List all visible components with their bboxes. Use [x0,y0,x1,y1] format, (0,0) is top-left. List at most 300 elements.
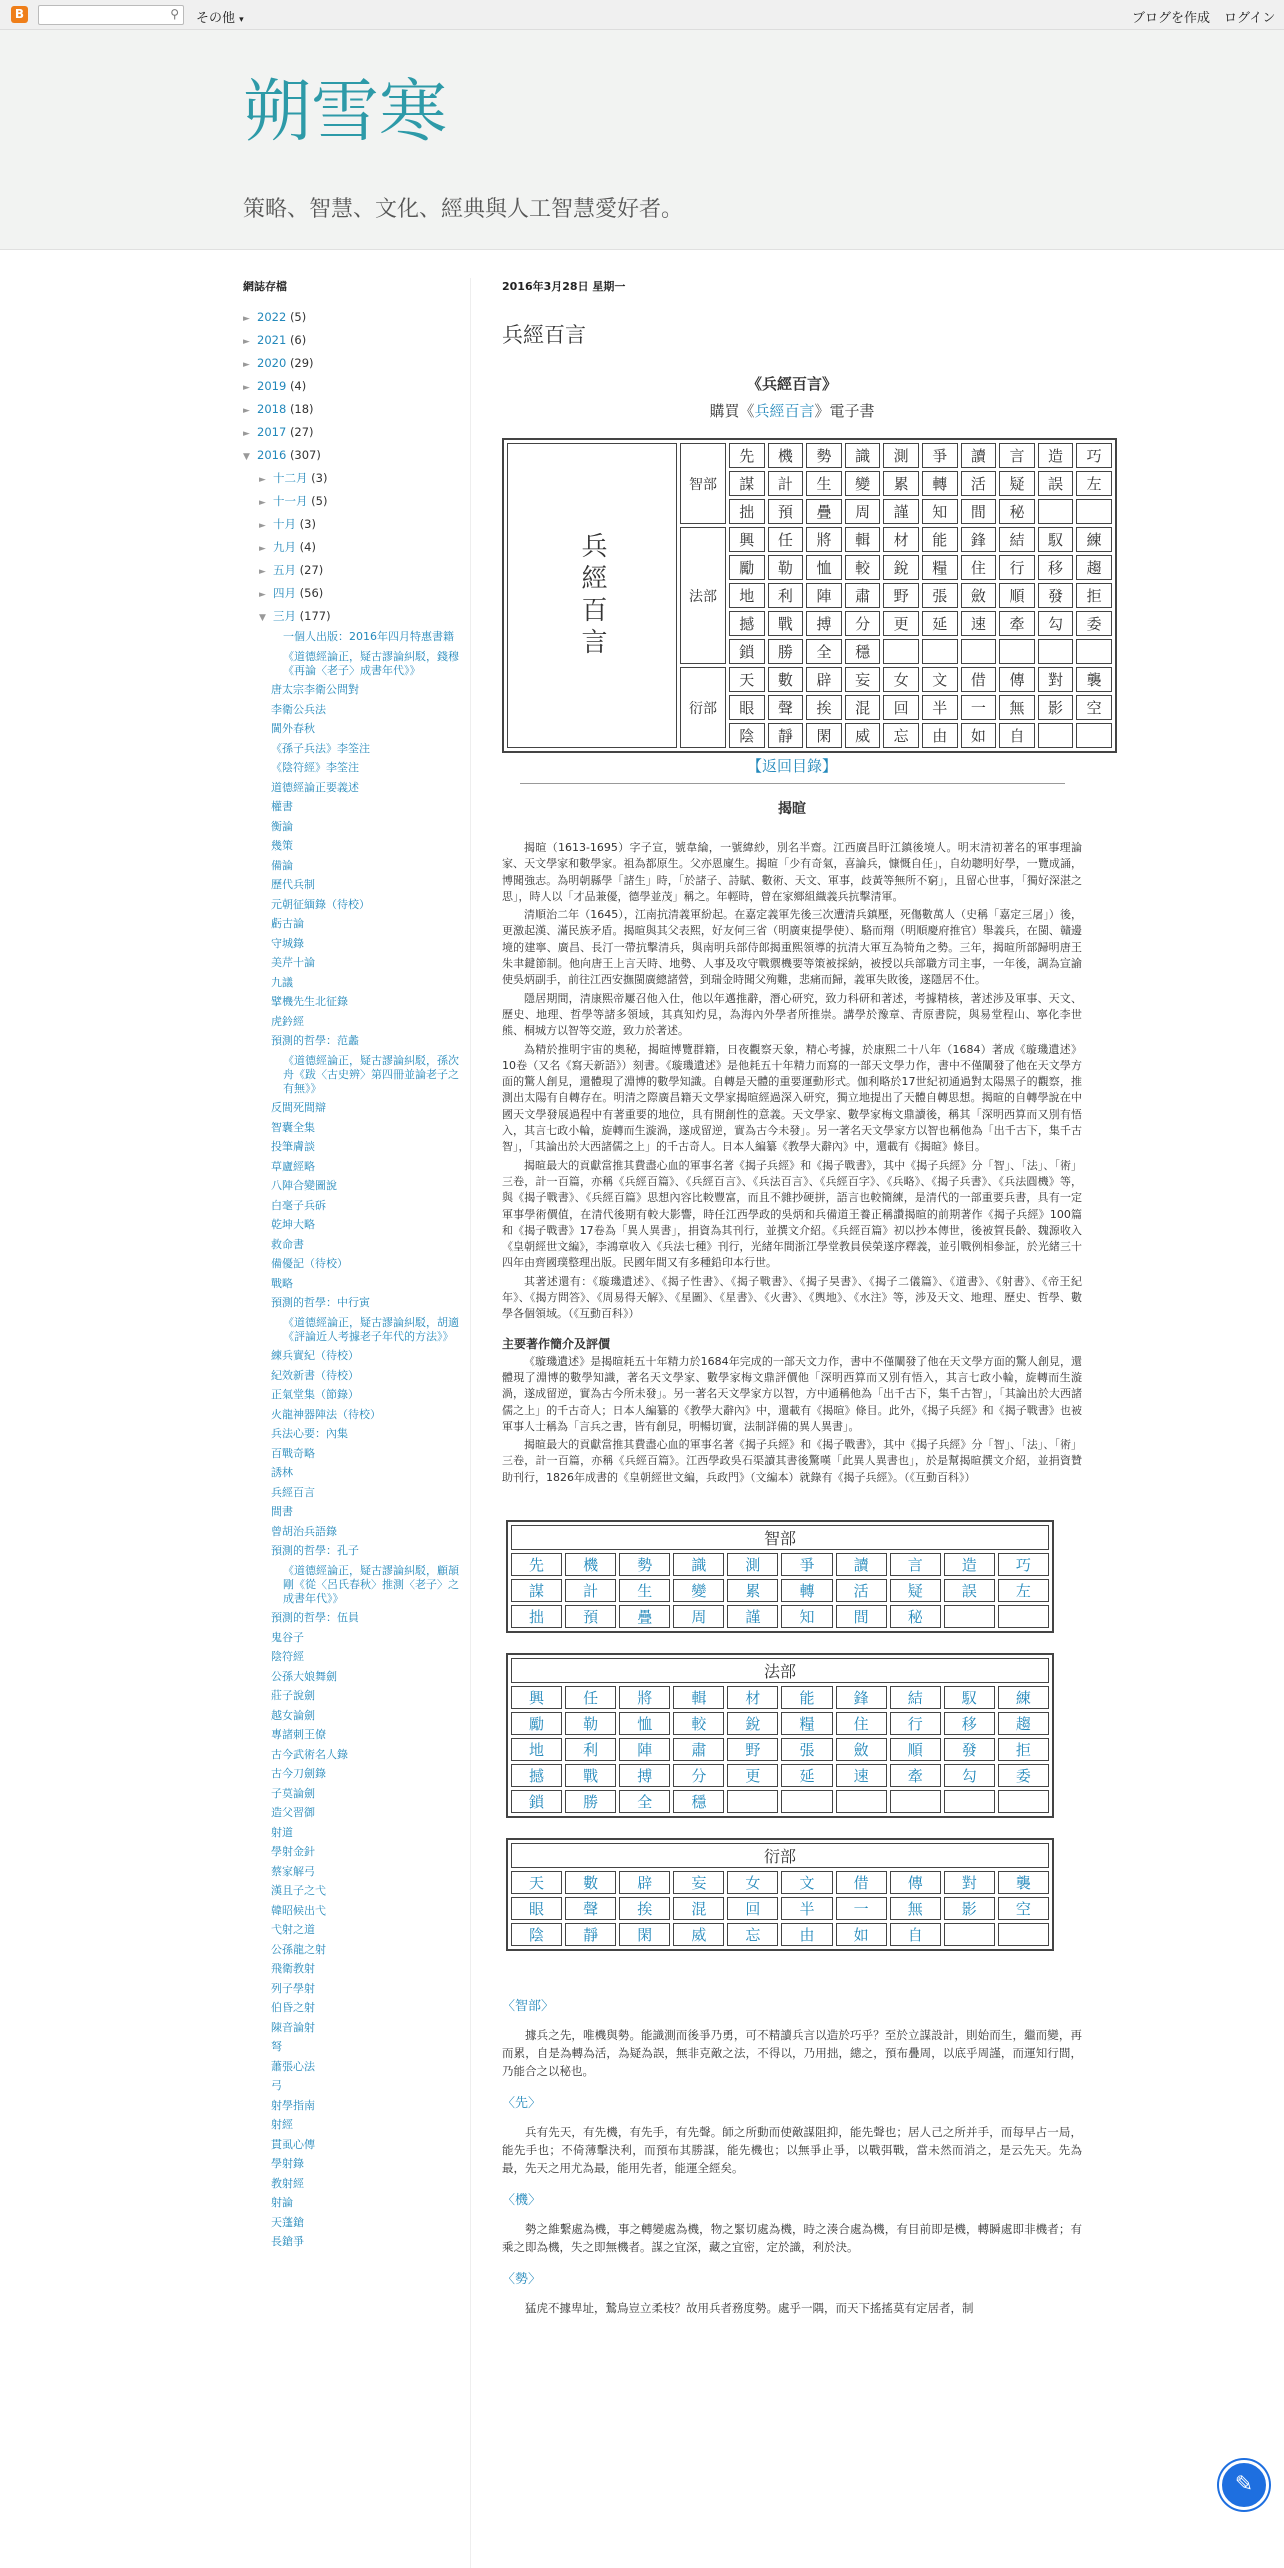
archive-post-link[interactable]: 蔡家解弓 [271,1864,315,1878]
collapsed-arrow-icon[interactable]: ► [259,498,266,508]
archive-year-link[interactable]: 2017 [257,425,287,439]
chapter-link[interactable]: 地 [511,1738,562,1761]
chapter-cell[interactable]: 靜 [768,723,804,748]
floating-action-button[interactable] [1219,2460,1269,2510]
archive-month[interactable] [243,467,468,490]
chapter-link[interactable]: 周 [673,1605,724,1628]
archive-month[interactable] [243,582,468,605]
archive-post-link[interactable]: 長鎗爭 [271,2235,304,2248]
chapter-cell[interactable]: 如 [961,723,997,748]
archive-year-link[interactable]: 2020 [257,356,287,370]
chapter-cell[interactable]: 搏 [806,611,842,636]
collapsed-arrow-icon[interactable]: ► [243,429,250,439]
chapter-link[interactable]: 鋒 [836,1686,887,1709]
collapsed-arrow-icon[interactable]: ► [243,360,250,370]
archive-post-link[interactable]: 蕭張心法 [271,2059,315,2073]
chapter-link[interactable]: 對 [944,1871,995,1894]
chapter-cell[interactable]: 謀 [729,471,765,496]
chapter-cell[interactable]: 識 [845,443,881,468]
chapter-link[interactable]: 趨 [998,1712,1049,1735]
chapter-link[interactable]: 計 [565,1579,616,1602]
chapter-link[interactable]: 知 [781,1605,832,1628]
chapter-cell[interactable]: 練 [1076,527,1112,552]
archive-post-link[interactable]: 預測的哲學：孔子 [271,1544,359,1557]
chapter-cell[interactable]: 眼 [729,695,765,720]
archive-post-link[interactable]: 八陣合變圖說 [271,1179,337,1192]
search-icon[interactable]: ⚲ [170,7,179,21]
chapter-link[interactable]: 斂 [836,1738,887,1761]
chapter-link[interactable]: 秘 [890,1605,941,1628]
archive-post-link[interactable]: 射經 [271,2118,293,2131]
archive-post-link[interactable]: 貫虱心傳 [271,2137,315,2151]
chapter-link[interactable]: 眼 [511,1897,562,1920]
archive-month-link[interactable]: 十二月 [273,471,308,485]
chapter-cell[interactable]: 自 [999,723,1035,748]
chapter-cell[interactable]: 斂 [961,583,997,608]
collapsed-arrow-icon[interactable]: ► [243,314,250,324]
archive-post-link[interactable]: 反間死間辯 [271,1101,326,1114]
chapter-cell[interactable]: 能 [922,527,958,552]
archive-post-link[interactable]: 《道德經論正，疑古謬論糾駁，錢穆《再論〈老子〉成書年代》》 [283,649,459,677]
back-to-index-link[interactable]: 【返回目錄】 [746,757,837,775]
chapter-link[interactable]: 輯 [673,1686,724,1709]
chapter-link[interactable]: 更 [727,1764,778,1787]
chapter-link[interactable]: 妄 [673,1871,724,1894]
chapter-cell[interactable]: 半 [922,695,958,720]
chapter-cell[interactable]: 挨 [806,695,842,720]
chapter-cell[interactable]: 委 [1076,611,1112,636]
archive-year-link[interactable]: 2016 [257,448,287,462]
chapter-cell[interactable]: 活 [961,471,997,496]
chapter-link[interactable]: 言 [890,1553,941,1576]
archive-post-link[interactable]: 火龍神器陣法（待校） [271,1407,381,1421]
chapter-cell[interactable]: 穩 [845,639,881,664]
archive-post-link[interactable]: 權書 [271,800,293,813]
chapter-link[interactable]: 傳 [890,1871,941,1894]
chapter-cell[interactable]: 順 [999,583,1035,608]
chapter-cell[interactable]: 肅 [845,583,881,608]
chapter-cell[interactable]: 移 [1038,555,1074,580]
archive-month-link[interactable]: 十月 [273,517,296,531]
chapter-cell[interactable]: 張 [922,583,958,608]
archive-post-link[interactable]: 莊子說劍 [271,1689,315,1702]
chapter-cell[interactable]: 結 [999,527,1035,552]
chapter-cell[interactable]: 利 [768,583,804,608]
chapter-cell[interactable]: 撼 [729,611,765,636]
chapter-link[interactable]: 爭 [781,1553,832,1576]
chapter-link[interactable]: 馭 [944,1686,995,1709]
chapter-link[interactable]: 累 [727,1579,778,1602]
chapter-link[interactable]: 讀 [836,1553,887,1576]
archive-post-link[interactable]: 虧古論 [271,917,304,930]
chapter-cell[interactable]: 誤 [1038,471,1074,496]
archive-year[interactable] [243,329,468,352]
collapsed-arrow-icon[interactable]: ► [243,337,250,347]
chapter-link[interactable]: 影 [944,1897,995,1920]
chapter-link[interactable]: 鎖 [511,1790,562,1813]
chapter-cell[interactable]: 計 [768,471,804,496]
chapter-cell[interactable]: 爭 [922,443,958,468]
chapter-cell[interactable]: 秘 [999,499,1035,524]
chapter-cell[interactable]: 變 [845,471,881,496]
collapsed-arrow-icon[interactable]: ► [259,567,266,577]
chapter-link[interactable]: 由 [781,1923,832,1946]
chapter-cell[interactable]: 謹 [883,499,919,524]
chapter-cell[interactable]: 銳 [883,555,919,580]
chapter-link[interactable]: 任 [565,1686,616,1709]
chapter-link[interactable]: 分 [673,1764,724,1787]
search-input[interactable] [38,5,184,25]
chapter-link[interactable]: 糧 [781,1712,832,1735]
archive-post-link[interactable]: 《道德經論正，疑古謬論糾駁，孫次舟《跋〈古史辨〉第四冊並論老子之有無》》 [283,1053,459,1095]
collapsed-arrow-icon[interactable]: ► [259,475,266,485]
chapter-link[interactable]: 左 [998,1579,1049,1602]
archive-year[interactable] [243,421,468,444]
archive-year[interactable] [243,306,468,329]
chapter-link[interactable]: 練 [998,1686,1049,1709]
chapter-cell[interactable]: 牽 [999,611,1035,636]
chapter-link[interactable]: 速 [836,1764,887,1787]
archive-post-link[interactable]: 學射錄 [271,2157,304,2170]
archive-month-link[interactable]: 九月 [273,540,296,554]
chapter-link[interactable]: 測 [727,1553,778,1576]
chapter-link[interactable]: 天 [511,1871,562,1894]
chapter-cell[interactable]: 對 [1038,667,1074,692]
archive-post-link[interactable]: 衡論 [271,819,293,833]
chapter-cell[interactable]: 轉 [922,471,958,496]
archive-post-link[interactable]: 兵法心要：內集 [271,1427,348,1440]
chapter-link[interactable]: 勵 [511,1712,562,1735]
chapter-cell[interactable]: 地 [729,583,765,608]
chapter-cell[interactable]: 知 [922,499,958,524]
chapter-link[interactable]: 延 [781,1764,832,1787]
chapter-link[interactable]: 巧 [998,1553,1049,1576]
archive-post-link[interactable]: 誘林 [271,1466,293,1479]
chapter-link[interactable]: 撼 [511,1764,562,1787]
chapter-cell[interactable]: 造 [1038,443,1074,468]
chapter-cell[interactable]: 疑 [999,471,1035,496]
chapter-cell[interactable]: 左 [1076,471,1112,496]
chapter-link[interactable]: 陰 [511,1923,562,1946]
chapter-link[interactable]: 聲 [565,1897,616,1920]
chapter-link[interactable]: 材 [727,1686,778,1709]
collapsed-arrow-icon[interactable]: ► [243,406,250,416]
chapter-cell[interactable]: 勝 [768,639,804,664]
archive-post-link[interactable]: 射論 [271,2196,293,2209]
archive-post-link[interactable]: 兵經百言 [271,1485,315,1499]
chapter-cell[interactable]: 速 [961,611,997,636]
archive-post-link[interactable]: 幾策 [271,839,293,852]
chapter-link[interactable]: 拙 [511,1605,562,1628]
archive-post-link[interactable]: 《道德經論正，疑古謬論糾駁，胡適《評論近人考據老子年代的方法》》 [283,1315,459,1343]
chapter-link[interactable]: 謀 [511,1579,562,1602]
chapter-cell[interactable]: 恤 [806,555,842,580]
chapter-cell[interactable]: 忘 [883,723,919,748]
archive-post-link[interactable]: 預測的哲學：范蠡 [271,1034,359,1047]
chapter-link[interactable]: 如 [836,1923,887,1946]
chapter-link[interactable]: 忘 [727,1923,778,1946]
archive-post-link[interactable]: 白毫子兵䂨 [271,1198,326,1212]
chapter-link[interactable]: 機 [565,1553,616,1576]
archive-post-link[interactable]: 伯昏之射 [271,2001,315,2014]
chapter-link[interactable]: 預 [565,1605,616,1628]
archive-post-link[interactable]: 漢且子之弋 [271,1884,326,1897]
chapter-cell[interactable]: 先 [729,443,765,468]
chapter-link[interactable]: 牽 [890,1764,941,1787]
chapter-cell[interactable]: 混 [845,695,881,720]
chapter-link[interactable]: 借 [836,1871,887,1894]
chapter-cell[interactable]: 預 [768,499,804,524]
chapter-cell[interactable]: 勢 [806,443,842,468]
archive-post-link[interactable]: 造父習御 [271,1806,315,1819]
chapter-cell[interactable]: 數 [768,667,804,692]
archive-post-link[interactable]: 教射經 [271,2176,304,2190]
archive-post-link[interactable]: 陳音論射 [271,2020,315,2034]
archive-post-link[interactable]: 間書 [271,1505,293,1518]
archive-post-link[interactable]: 天蓬鎗 [271,2215,304,2229]
chapter-cell[interactable]: 妄 [845,667,881,692]
chapter-cell[interactable]: 發 [1038,583,1074,608]
archive-post-link[interactable]: 弩 [271,2040,282,2053]
archive-post-link[interactable]: 曾胡治兵語錄 [271,1524,337,1538]
chapter-cell[interactable]: 將 [806,527,842,552]
archive-post-link[interactable]: 李衛公兵法 [271,702,326,716]
chapter-link[interactable]: 活 [836,1579,887,1602]
archive-post-link[interactable]: 投筆膚談 [271,1140,315,1153]
login-link[interactable]: ログイン [1224,11,1276,26]
archive-post-link[interactable]: 練兵實紀（待校） [271,1349,359,1362]
chapter-cell[interactable]: 天 [729,667,765,692]
chapter-cell[interactable]: 言 [999,443,1035,468]
archive-post-link[interactable]: 擘機先生北征錄 [271,995,348,1008]
chapter-link[interactable]: 回 [727,1897,778,1920]
archive-month-link[interactable]: 五月 [273,563,296,577]
chapter-link[interactable]: 委 [998,1764,1049,1787]
archive-post-link[interactable]: 韓昭候出弋 [271,1903,326,1917]
chapter-link[interactable]: 疊 [619,1605,670,1628]
chapter-link[interactable]: 轉 [781,1579,832,1602]
archive-post-link[interactable]: 虎鈐經 [271,1014,304,1028]
archive-year[interactable] [243,375,468,398]
expanded-arrow-icon[interactable]: ▼ [259,613,266,623]
chapter-link[interactable]: 發 [944,1738,995,1761]
chapter-link[interactable]: 勢 [619,1553,670,1576]
chapter-cell[interactable]: 勾 [1038,611,1074,636]
chapter-link[interactable]: 野 [727,1738,778,1761]
chapter-link[interactable]: 數 [565,1871,616,1894]
chapter-link[interactable]: 混 [673,1897,724,1920]
archive-post-link[interactable]: 弋射之道 [271,1923,315,1936]
chapter-link[interactable]: 威 [673,1923,724,1946]
chapter-cell[interactable]: 材 [883,527,919,552]
archive-post-link[interactable]: 元朝征緬錄（待校） [271,897,370,911]
chapter-link[interactable]: 較 [673,1712,724,1735]
chapter-link[interactable]: 利 [565,1738,616,1761]
chapter-link[interactable]: 住 [836,1712,887,1735]
chapter-link[interactable]: 識 [673,1553,724,1576]
chapter-link[interactable]: 將 [619,1686,670,1709]
archive-post-link[interactable]: 戰略 [271,1276,293,1290]
chapter-cell[interactable]: 襲 [1076,667,1112,692]
chapter-link[interactable]: 半 [781,1897,832,1920]
chapter-link[interactable]: 間 [836,1605,887,1628]
chapter-cell[interactable]: 巧 [1076,443,1112,468]
archive-post-link[interactable]: 古今刀劍錄 [271,1767,326,1780]
chapter-cell[interactable]: 鋒 [961,527,997,552]
chapter-link[interactable]: 自 [890,1923,941,1946]
chapter-link[interactable]: 張 [781,1738,832,1761]
archive-post-link[interactable]: 學射金針 [271,1845,315,1858]
chapter-link[interactable]: 閑 [619,1923,670,1946]
expanded-arrow-icon[interactable]: ▼ [243,452,250,462]
chapter-link[interactable]: 恤 [619,1712,670,1735]
archive-post-link[interactable]: 紀效新書（待校） [271,1368,359,1382]
archive-post-link[interactable]: 《孫子兵法》李筌注 [271,741,370,755]
chapter-cell[interactable]: 趨 [1076,555,1112,580]
archive-post-link[interactable]: 射道 [271,1825,293,1839]
chapter-cell[interactable]: 文 [922,667,958,692]
chapter-cell[interactable]: 女 [883,667,919,692]
archive-month[interactable] [243,490,468,513]
archive-month[interactable] [243,559,468,582]
chapter-cell[interactable]: 測 [883,443,919,468]
chapter-cell[interactable]: 影 [1038,695,1074,720]
archive-year-link[interactable]: 2022 [257,310,287,324]
chapter-link[interactable]: 疑 [890,1579,941,1602]
chapter-cell[interactable]: 糧 [922,555,958,580]
archive-year[interactable] [243,352,468,375]
chapter-link[interactable]: 行 [890,1712,941,1735]
collapsed-arrow-icon[interactable]: ► [259,590,266,600]
chapter-cell[interactable]: 傳 [999,667,1035,692]
chapter-cell[interactable]: 興 [729,527,765,552]
chapter-cell[interactable]: 延 [922,611,958,636]
archive-post-link[interactable]: 百戰奇略 [271,1446,315,1460]
chapter-link[interactable]: 銳 [727,1712,778,1735]
chapter-link[interactable]: 興 [511,1686,562,1709]
archive-post-link[interactable]: 正氣堂集（節錄） [271,1388,359,1401]
chapter-cell[interactable]: 戰 [768,611,804,636]
archive-post-link[interactable]: 守城錄 [271,936,304,950]
chapter-cell[interactable]: 拒 [1076,583,1112,608]
archive-post-link[interactable]: 列子學射 [271,1981,315,1995]
chapter-link[interactable]: 穩 [673,1790,724,1813]
chapter-link[interactable]: 一 [836,1897,887,1920]
chapter-link[interactable]: 女 [727,1871,778,1894]
chapter-cell[interactable]: 鎖 [729,639,765,664]
archive-post-link[interactable]: 鬼谷子 [271,1630,304,1644]
chapter-link[interactable]: 結 [890,1686,941,1709]
chapter-cell[interactable]: 任 [768,527,804,552]
more-menu[interactable] [196,7,244,26]
chapter-link[interactable]: 能 [781,1686,832,1709]
archive-month-link[interactable]: 四月 [273,586,296,600]
chapter-cell[interactable]: 周 [845,499,881,524]
archive-month-march[interactable] [243,605,468,628]
chapter-cell[interactable]: 全 [806,639,842,664]
chapter-cell[interactable]: 機 [768,443,804,468]
archive-post-link[interactable]: 草廬經略 [271,1159,315,1173]
archive-month[interactable] [243,536,468,559]
chapter-cell[interactable]: 借 [961,667,997,692]
archive-post-link[interactable]: 智囊全集 [271,1120,315,1134]
chapter-cell[interactable]: 行 [999,555,1035,580]
archive-year-link[interactable]: 2019 [257,379,287,393]
archive-post-link[interactable]: 一個人出版：2016年四月特惠書籍 [283,630,454,643]
chapter-link[interactable]: 無 [890,1897,941,1920]
chapter-link[interactable]: 勾 [944,1764,995,1787]
chapter-cell[interactable]: 勵 [729,555,765,580]
chapter-cell[interactable]: 一 [961,695,997,720]
archive-post-link[interactable]: 公孫龍之射 [271,1942,326,1956]
chapter-cell[interactable]: 閑 [806,723,842,748]
chapter-cell[interactable]: 陣 [806,583,842,608]
archive-post-link[interactable]: 陰符經 [271,1650,304,1663]
chapter-cell[interactable]: 聲 [768,695,804,720]
chapter-cell[interactable]: 野 [883,583,919,608]
chapter-link[interactable]: 謹 [727,1605,778,1628]
chapter-link[interactable]: 勒 [565,1712,616,1735]
chapter-link[interactable]: 生 [619,1579,670,1602]
archive-post-link[interactable]: 子莫論劍 [271,1786,315,1800]
blog-title[interactable]: 朔雪寒 [243,73,448,152]
chapter-cell[interactable]: 間 [961,499,997,524]
archive-post-link[interactable]: 歷代兵制 [271,878,315,891]
chapter-cell[interactable]: 威 [845,723,881,748]
archive-year-link[interactable]: 2021 [257,333,287,347]
chapter-cell[interactable]: 輯 [845,527,881,552]
archive-post-link[interactable]: 越女論劍 [271,1708,315,1722]
chapter-link[interactable]: 誤 [944,1579,995,1602]
chapter-cell[interactable]: 拙 [729,499,765,524]
archive-post-link[interactable]: 救命書 [271,1237,304,1251]
archive-post-link[interactable]: 乾坤大略 [271,1218,315,1231]
chapter-link[interactable]: 挨 [619,1897,670,1920]
chapter-cell[interactable]: 累 [883,471,919,496]
chapter-link[interactable]: 襲 [998,1871,1049,1894]
chapter-cell[interactable]: 回 [883,695,919,720]
archive-post-link[interactable]: 弓 [271,2079,282,2092]
archive-year-link[interactable]: 2018 [257,402,287,416]
chapter-cell[interactable]: 陰 [729,723,765,748]
blogger-logo-icon[interactable]: B [11,6,28,23]
chapter-cell[interactable]: 由 [922,723,958,748]
chapter-cell[interactable]: 辟 [806,667,842,692]
chapter-cell[interactable]: 住 [961,555,997,580]
chapter-link[interactable]: 戰 [565,1764,616,1787]
archive-post-link[interactable]: 備論 [271,858,293,872]
archive-post-link[interactable]: 美芹十論 [271,956,315,969]
chapter-link[interactable]: 勝 [565,1790,616,1813]
chapter-cell[interactable]: 勒 [768,555,804,580]
archive-post-link[interactable]: 唐太宗李衛公問對 [271,683,359,696]
archive-year[interactable] [243,398,468,421]
archive-post-link[interactable]: 預測的哲學：伍員 [271,1611,359,1624]
archive-post-link[interactable]: 飛衛教射 [271,1962,315,1975]
chapter-link[interactable]: 順 [890,1738,941,1761]
archive-month-link[interactable]: 十一月 [273,494,308,508]
chapter-cell[interactable]: 更 [883,611,919,636]
chapter-cell[interactable]: 生 [806,471,842,496]
create-blog-link[interactable]: ブログを作成 [1132,11,1211,26]
chapter-link[interactable]: 造 [944,1553,995,1576]
collapsed-arrow-icon[interactable]: ► [259,521,266,531]
archive-post-link[interactable]: 預測的哲學：中行寅 [271,1296,370,1309]
archive-post-link[interactable]: 閫外春秋 [271,722,315,735]
chapter-cell[interactable]: 無 [999,695,1035,720]
chapter-cell[interactable]: 讀 [961,443,997,468]
buy-ebook-link[interactable]: 兵經百言 [754,402,815,420]
